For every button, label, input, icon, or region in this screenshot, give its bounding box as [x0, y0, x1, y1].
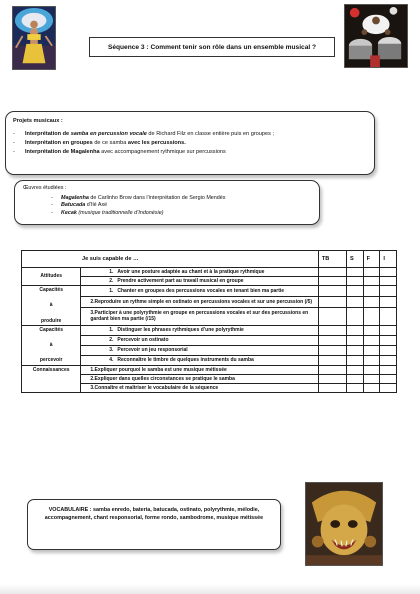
level-cell[interactable] [318, 355, 346, 365]
level-cell[interactable] [347, 345, 364, 355]
page-edge [0, 584, 420, 594]
category-connaissances: Connaissances [22, 365, 81, 392]
level-cell[interactable] [347, 355, 364, 365]
level-cell[interactable] [363, 365, 380, 374]
level-cell[interactable] [318, 277, 346, 286]
skill-item: 1. Avoir une posture adaptée au chant et à la pratique rythmique [81, 268, 319, 277]
skill-item: 2. Percevoir un ostinato [81, 335, 319, 345]
work-item: - Kecak (musique traditionnelle d’Indonésie) [51, 210, 311, 218]
samba-drummers-photo [344, 4, 408, 68]
level-cell[interactable] [363, 325, 380, 335]
work-item: - Batucada d’Ilé Axé [51, 202, 311, 210]
table-row [22, 286, 397, 297]
level-cell[interactable] [380, 296, 397, 307]
skill-item: 2. Prendre activement part au travail musical en groupe [81, 277, 319, 286]
level-cell[interactable] [318, 296, 346, 307]
level-cell[interactable] [363, 277, 380, 286]
skill-item: 3. Percevoir un jeu responsorial [81, 345, 319, 355]
level-cell[interactable] [363, 268, 380, 277]
level-cell[interactable] [380, 325, 397, 335]
level-cell[interactable] [380, 355, 397, 365]
level-cell[interactable] [380, 374, 397, 383]
level-cell[interactable] [347, 296, 364, 307]
level-cell[interactable] [363, 307, 380, 325]
project-item: - Interprétation de Magalenha avec accompagnement rythmique sur percussions [13, 148, 367, 156]
sequence-title-text: Séquence 3 : Comment tenir son rôle dans un ensemble musical ? [107, 43, 317, 51]
skill-header: Je suis capable de … [22, 251, 319, 268]
category-produire: Capacités à produire [22, 286, 81, 326]
works-heading: Œuvres étudiées : [23, 185, 67, 191]
level-cell[interactable] [363, 374, 380, 383]
level-cell[interactable] [363, 345, 380, 355]
level-cell[interactable] [380, 268, 397, 277]
level-cell[interactable] [318, 383, 346, 392]
level-cell[interactable] [363, 296, 380, 307]
level-cell[interactable] [380, 365, 397, 374]
table-row [22, 325, 397, 335]
level-cell[interactable] [380, 277, 397, 286]
skill-item: 1. Distinguer les phrases rythmiques d’une polyrythmie [81, 325, 319, 335]
skill-item: 2.Expliquer dans quelles circonstances se pratique le samba [81, 374, 319, 383]
table-header-row [22, 251, 397, 268]
level-cell[interactable] [318, 365, 346, 374]
level-cell[interactable] [363, 383, 380, 392]
works-list [23, 195, 311, 218]
level-f-header: F [363, 251, 380, 268]
level-s-header: S [347, 251, 364, 268]
level-i-header: I [380, 251, 397, 268]
level-cell[interactable] [347, 286, 364, 297]
category-percevoir: Capacités à percevoir [22, 325, 81, 365]
level-cell[interactable] [318, 345, 346, 355]
skill-item: 3.Participer à une polyrythmie en groupe en percussions vocales et sur des percussions en gardant bien ma partie (/15) [81, 307, 319, 325]
category-attitudes: Attitudes [22, 268, 81, 286]
level-tb-header: TB [318, 251, 346, 268]
level-cell[interactable] [347, 325, 364, 335]
vocabulary-text: VOCABULAIRE : samba enredo, bateria, batucada, ostinato, polyrythmie, mélodie, accompagnement, chant responsorial, forme rondo, sambodrome, musique métissée [44, 507, 264, 522]
skill-item: 4. Reconnaître le timbre de quelques instruments du samba [81, 355, 319, 365]
level-cell[interactable] [363, 335, 380, 345]
skill-item: 1. Chanter en groupes des percussions vocales en tenant bien ma partie [81, 286, 319, 297]
project-item: - Interprétation en groupes de ce samba avec les percussions. [13, 139, 367, 147]
skill-item: 2.Reproduire un rythme simple en ostinato en percussions vocales et sur une percussion (/5) [81, 296, 319, 307]
vocabulary-box [27, 499, 281, 550]
level-cell[interactable] [347, 307, 364, 325]
level-cell[interactable] [380, 335, 397, 345]
level-cell[interactable] [318, 325, 346, 335]
projects-list [13, 130, 367, 156]
skills-table [21, 250, 397, 393]
level-cell[interactable] [347, 268, 364, 277]
sequence-title [89, 37, 335, 57]
table-row [22, 268, 397, 277]
level-cell[interactable] [347, 335, 364, 345]
level-cell[interactable] [318, 307, 346, 325]
level-cell[interactable] [347, 383, 364, 392]
carnival-mask-photo [305, 482, 383, 566]
carnival-dancer-photo [12, 6, 56, 70]
level-cell[interactable] [347, 365, 364, 374]
level-cell[interactable] [380, 286, 397, 297]
level-cell[interactable] [380, 307, 397, 325]
skill-item: 1.Expliquer pourquoi le samba est une musique métissée [81, 365, 319, 374]
level-cell[interactable] [363, 286, 380, 297]
level-cell[interactable] [380, 345, 397, 355]
project-item: - Interprétation de samba en percussion vocale de Richard Filz en classe entière puis en groupes ; [13, 130, 367, 138]
level-cell[interactable] [318, 374, 346, 383]
level-cell[interactable] [347, 277, 364, 286]
level-cell[interactable] [318, 286, 346, 297]
level-cell[interactable] [363, 355, 380, 365]
level-cell[interactable] [347, 374, 364, 383]
skill-item: 3.Connaître et maîtriser le vocabulaire de la séquence [81, 383, 319, 392]
level-cell[interactable] [318, 268, 346, 277]
projects-box [5, 111, 375, 175]
level-cell[interactable] [318, 335, 346, 345]
works-box [14, 180, 320, 225]
level-cell[interactable] [380, 383, 397, 392]
projects-heading: Projets musicaux : [13, 118, 63, 124]
work-item: - Magalenha de Carlinho Brow dans l’interprétation de Sergio Mendès [51, 195, 311, 203]
table-row [22, 365, 397, 374]
